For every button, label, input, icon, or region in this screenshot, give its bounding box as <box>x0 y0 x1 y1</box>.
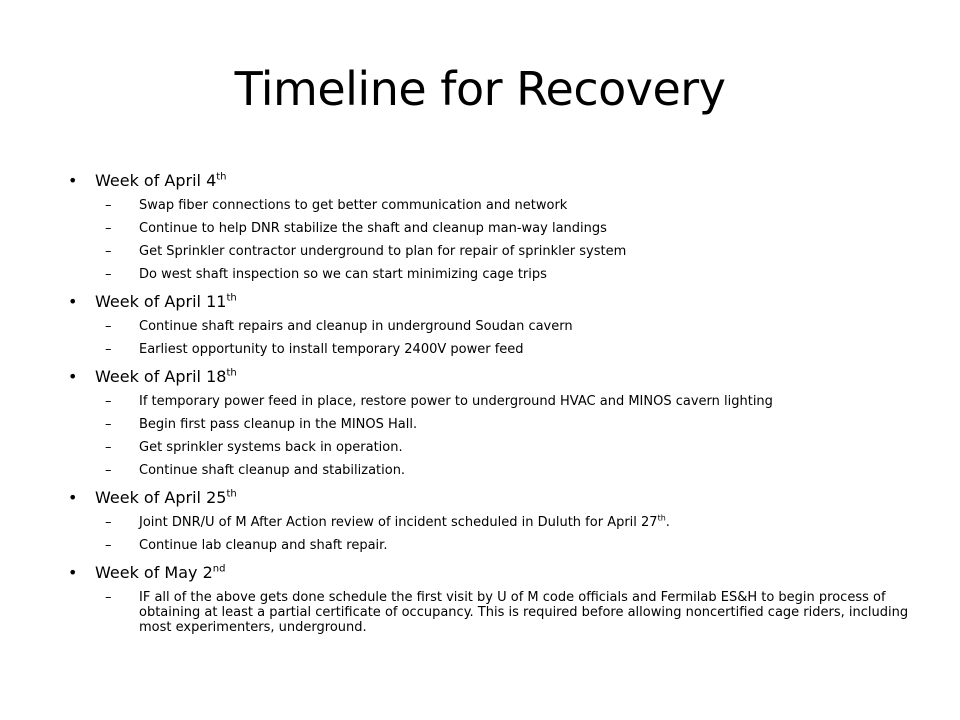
dash-icon: – <box>105 440 112 455</box>
list-item-text: Get sprinkler systems back in operation. <box>139 440 403 455</box>
week-item-list <box>68 319 928 357</box>
week-heading <box>68 488 928 508</box>
week-label-sup: th <box>226 292 237 304</box>
list-item-text: Continue to help DNR stabilize the shaft and cleanup man-way landings <box>139 221 607 236</box>
list-item-text: Earliest opportunity to install temporary 2400V power feed <box>139 342 524 357</box>
list-item-text: Begin first pass cleanup in the MINOS Hall. <box>139 417 418 432</box>
list-item-text: Do west shaft inspection so we can start minimizing cage trips <box>139 267 547 282</box>
dash-icon: – <box>105 198 112 213</box>
week-item-list <box>68 394 928 478</box>
bullet-icon: • <box>68 171 78 190</box>
list-item-text: Continue shaft repairs and cleanup in underground Soudan cavern <box>139 319 573 334</box>
dash-icon: – <box>105 538 112 553</box>
week-label: Week of April 11 <box>95 292 227 311</box>
slide-title: Timeline for Recovery <box>234 62 726 116</box>
week-heading <box>68 292 928 312</box>
list-item <box>68 463 928 478</box>
list-item <box>68 590 928 635</box>
dash-icon: – <box>105 244 112 259</box>
list-item-text: Swap fiber connections to get better communication and network <box>139 198 568 213</box>
list-item-text-end: . <box>665 515 670 530</box>
list-item <box>68 440 928 455</box>
dash-icon: – <box>105 463 112 478</box>
list-item-text: Joint DNR/U of M After Action review of incident scheduled in Duluth for April 27 <box>139 515 658 530</box>
list-item <box>68 198 928 213</box>
week-label: Week of April 4 <box>95 171 217 190</box>
dash-icon: – <box>105 394 112 409</box>
dash-icon: – <box>105 221 112 236</box>
week-label: Week of April 18 <box>95 367 227 386</box>
week-label-sup: nd <box>212 563 226 575</box>
dash-icon: – <box>105 267 112 282</box>
list-item-text: IF all of the above gets done schedule the first visit by U of M code officials and Fermilab ES&H to begin process of obtaining at least a partial certificate of occupancy. This is required before allowing noncertified cage riders, including most experimenters, underground. <box>139 590 909 635</box>
week-label-sup: th <box>216 171 227 183</box>
week-heading <box>68 367 928 387</box>
week-label: Week of April 25 <box>95 488 227 507</box>
bullet-icon: • <box>68 488 78 507</box>
list-item <box>68 515 928 530</box>
list-item <box>68 342 928 357</box>
list-item-text: Continue lab cleanup and shaft repair. <box>139 538 388 553</box>
list-item <box>68 319 928 334</box>
week-label-sup: th <box>226 488 237 500</box>
list-item <box>68 417 928 432</box>
week-label: Week of May 2 <box>95 563 213 582</box>
dash-icon: – <box>105 417 112 432</box>
bullet-icon: • <box>68 292 78 311</box>
week-item-list <box>68 515 928 553</box>
dash-icon: – <box>105 342 112 357</box>
week-label-sup: th <box>226 367 237 379</box>
slide-content <box>68 168 928 645</box>
list-item <box>68 267 928 282</box>
list-item <box>68 244 928 259</box>
list-item-text: Continue shaft cleanup and stabilization. <box>139 463 406 478</box>
list-item-text: Get Sprinkler contractor underground to plan for repair of sprinkler system <box>139 244 627 259</box>
list-item <box>68 394 928 409</box>
list-item <box>68 221 928 236</box>
dash-icon: – <box>105 590 112 605</box>
bullet-icon: • <box>68 563 78 582</box>
dash-icon: – <box>105 515 112 530</box>
bullet-icon: • <box>68 367 78 386</box>
list-item <box>68 538 928 553</box>
week-heading <box>68 563 928 583</box>
list-item-sup: th <box>657 513 666 523</box>
week-item-list <box>68 198 928 282</box>
dash-icon: – <box>105 319 112 334</box>
week-heading <box>68 171 928 191</box>
week-item-list <box>68 590 928 635</box>
list-item-text: If temporary power feed in place, restore power to underground HVAC and MINOS cavern lighting <box>139 394 773 409</box>
